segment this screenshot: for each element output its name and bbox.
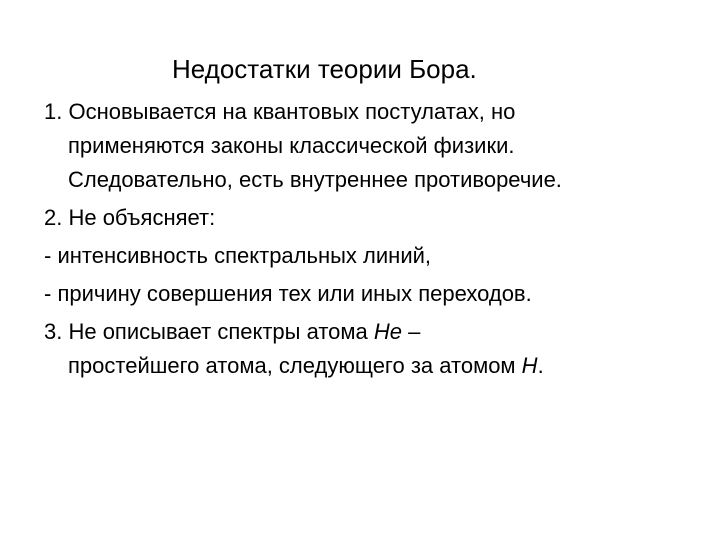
- hydrogen-symbol: H: [521, 353, 538, 378]
- list-item-5-line-2: [44, 349, 714, 387]
- slide-title: Недостатки теории Бора.: [172, 54, 477, 84]
- list-item-3: - интенсивность спектральных линий,: [44, 243, 432, 268]
- helium-symbol: He: [373, 319, 402, 344]
- list-item-5-line-1: [44, 315, 714, 349]
- list-item-5-line-2-text: простейшего атома, следующего за атомом: [68, 353, 522, 378]
- list-item-1: [44, 95, 714, 201]
- list-item-5-line-1-text: 3. Не описывает спектры атома: [44, 319, 374, 344]
- slide-body: [44, 95, 714, 387]
- list-item-1-line-2: применяются законы классической физики.: [68, 133, 515, 158]
- list-item-5: [44, 315, 714, 387]
- list-item-4: - причину совершения тех или иных переходов.: [44, 281, 532, 306]
- list-item-1-line-3: Следовательно, есть внутреннее противоречие.: [68, 167, 562, 192]
- list-item-5-line-2-tail: .: [537, 353, 544, 378]
- list-item-1-line-1: 1. Основывается на квантовых постулатах, но: [44, 99, 516, 124]
- list-item-5-line-1-tail: –: [402, 319, 421, 344]
- list-item-2: 2. Не объясняет:: [44, 205, 216, 230]
